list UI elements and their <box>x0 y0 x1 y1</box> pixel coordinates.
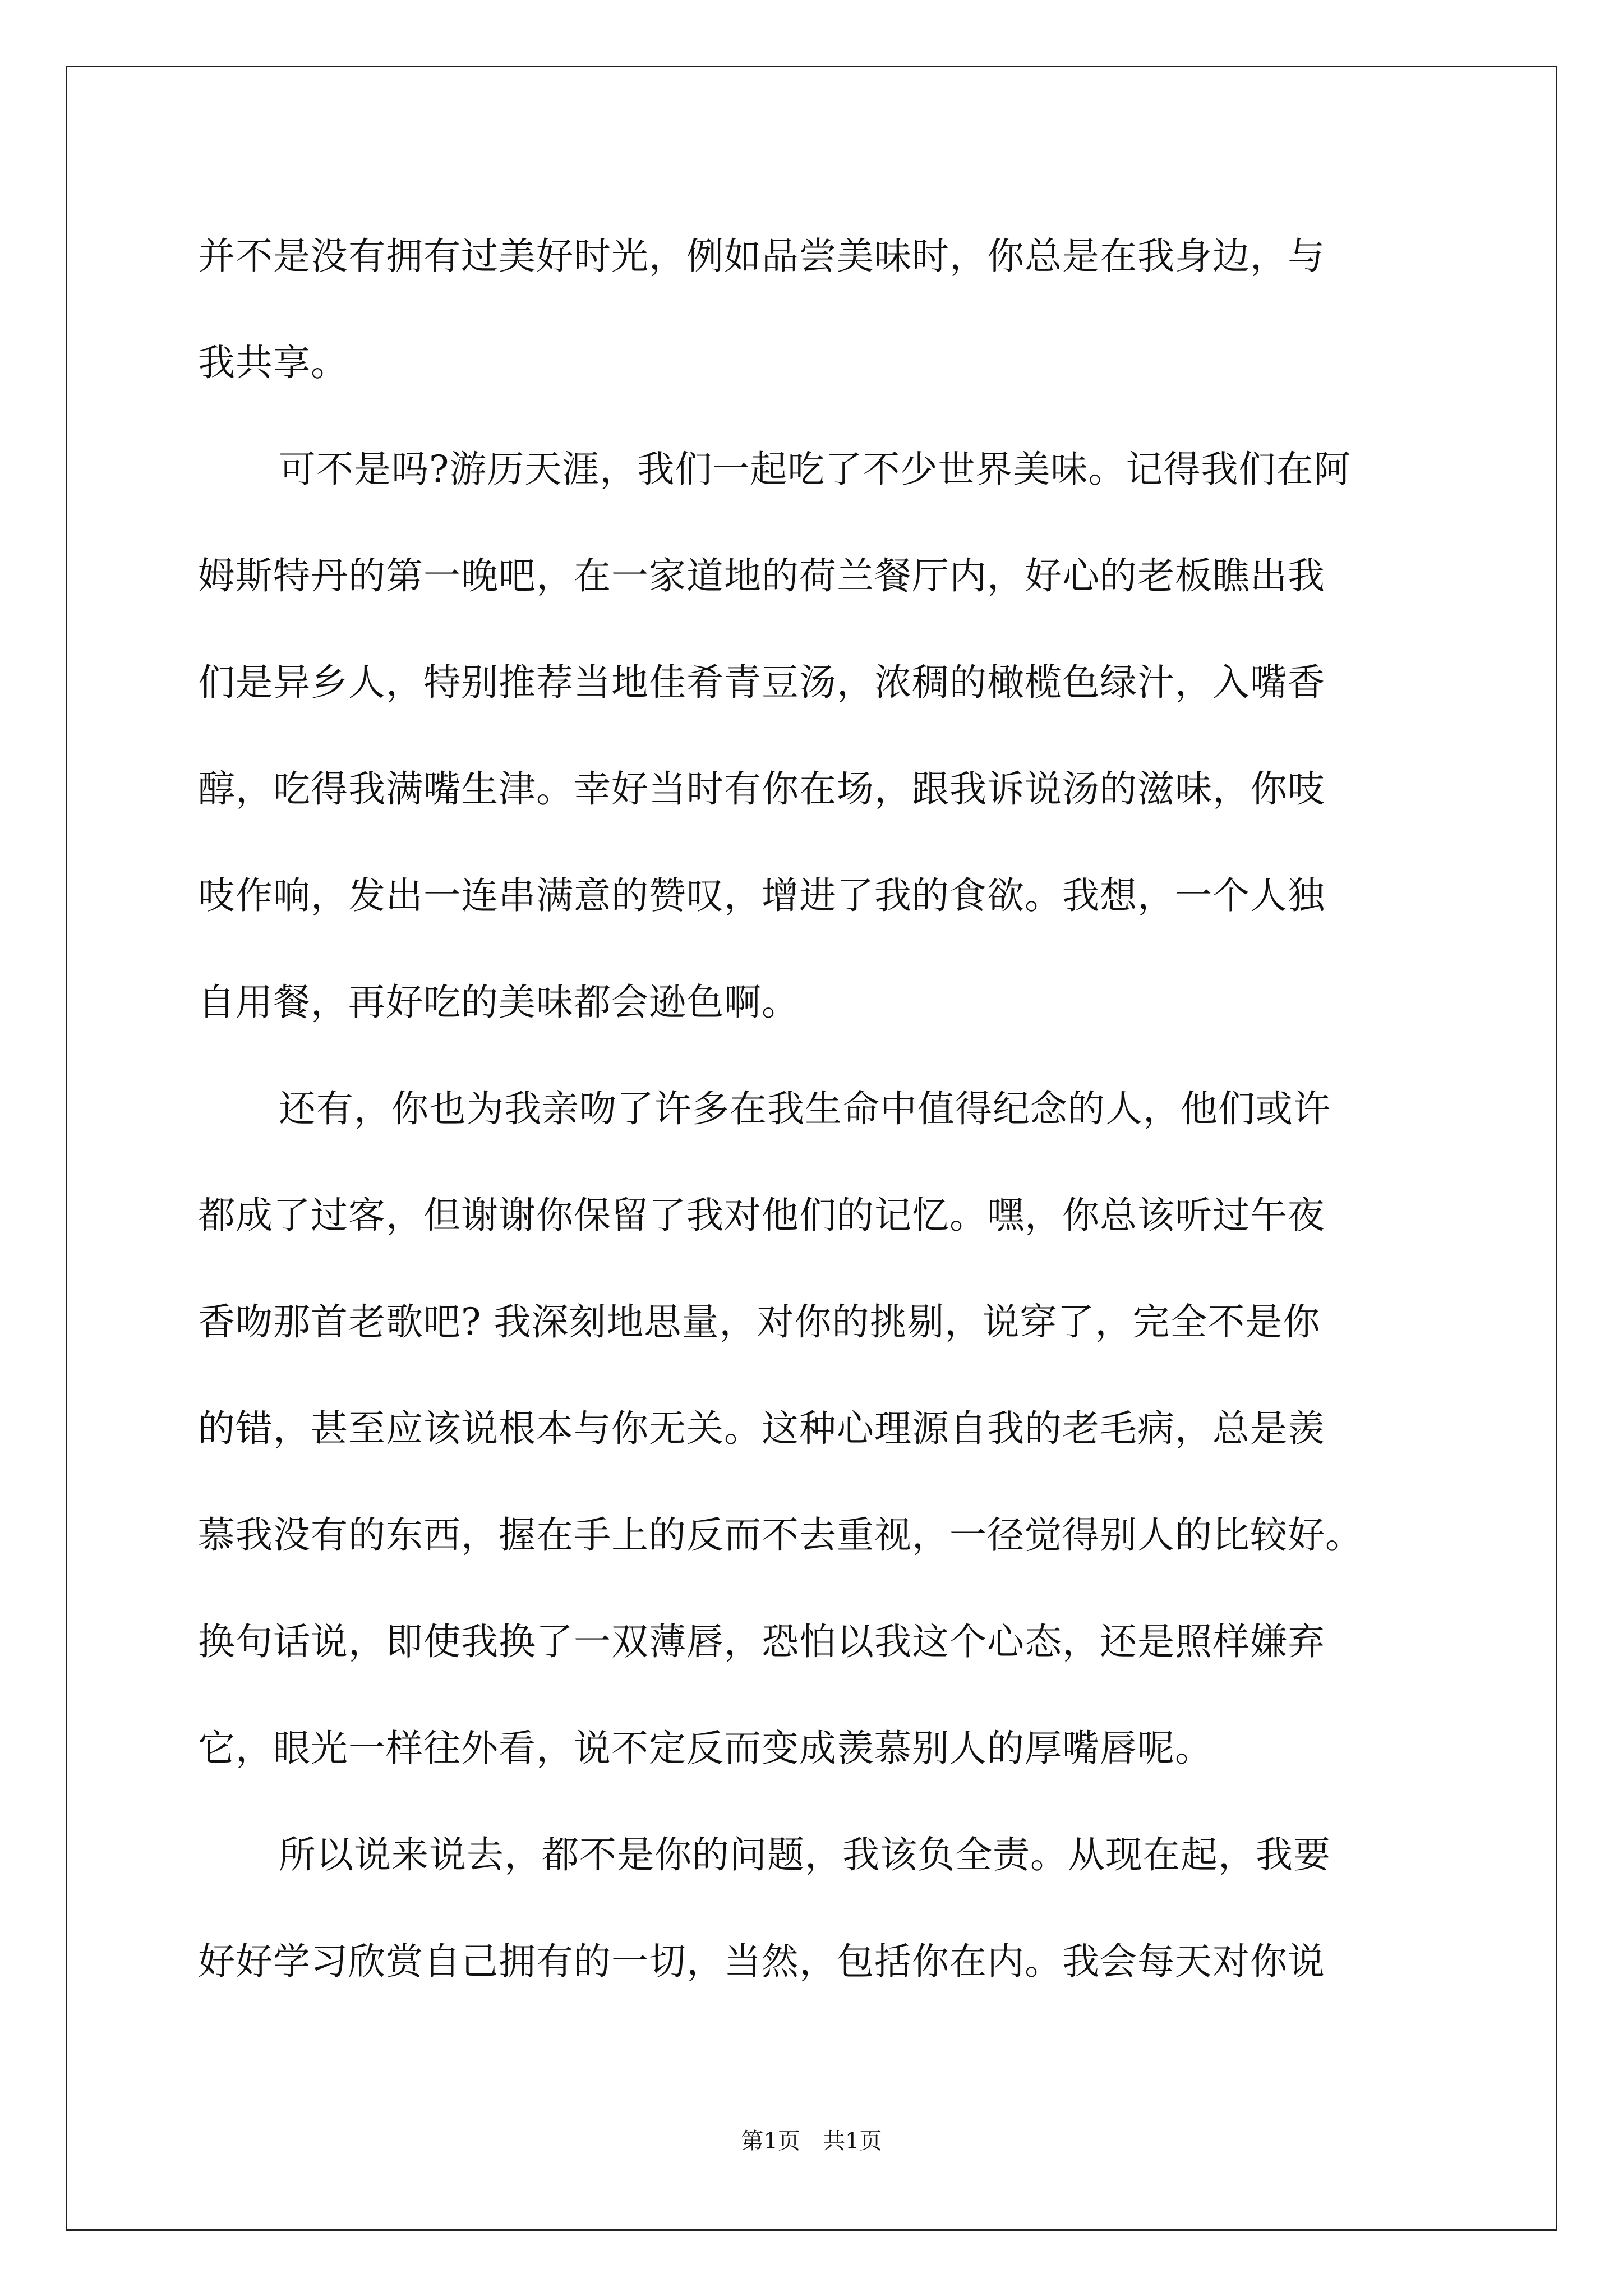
text-line: 换句话说，即使我换了一双薄唇，恐怕以我这个心态，还是照样嫌弃 <box>198 1620 1325 1663</box>
text-line: 还有，你也为我亲吻了许多在我生命中值得纪念的人，他们或许 <box>279 1087 1331 1130</box>
text-line: 所以说来说去，都不是你的问题，我该负全责。从现在起，我要 <box>279 1833 1331 1876</box>
text-line: 醇，吃得我满嘴生津。幸好当时有你在场，跟我诉说汤的滋味，你吱 <box>198 767 1325 811</box>
text-line: 吱作响，发出一连串满意的赞叹，增进了我的食欲。我想，一个人独 <box>198 874 1325 917</box>
text-line: 慕我没有的东西，握在手上的反而不去重视，一径觉得别人的比较好。 <box>198 1513 1363 1557</box>
text-line: 都成了过客，但谢谢你保留了我对他们的记忆。嘿，你总该听过午夜 <box>198 1194 1325 1237</box>
text-line: 可不是吗?游历天涯，我们一起吃了不少世界美味。记得我们在阿 <box>279 448 1352 491</box>
text-line: 我共享。 <box>198 341 348 384</box>
text-line: 香吻那首老歌吧? 我深刻地思量，对你的挑剔，说穿了，完全不是你 <box>198 1300 1321 1343</box>
text-line: 它，眼光一样往外看，说不定反而变成羡慕别人的厚嘴唇呢。 <box>198 1727 1212 1770</box>
text-line: 姆斯特丹的第一晚吧，在一家道地的荷兰餐厅内，好心的老板瞧出我 <box>198 554 1325 597</box>
text-line: 们是异乡人，特别推荐当地佳肴青豆汤，浓稠的橄榄色绿汁，入嘴香 <box>198 661 1325 704</box>
page-number: 第1页 <box>741 2128 800 2154</box>
page-footer <box>0 2124 1623 2158</box>
page-total: 共1页 <box>823 2128 882 2154</box>
text-line: 自用餐，再好吃的美味都会逊色啊。 <box>198 981 799 1024</box>
text-line: 的错，甚至应该说根本与你无关。这种心理源自我的老毛病，总是羡 <box>198 1407 1325 1450</box>
text-line: 并不是没有拥有过美好时光，例如品尝美味时，你总是在我身边，与 <box>198 234 1325 278</box>
document-body <box>198 203 1432 2015</box>
text-line: 好好学习欣赏自己拥有的一切，当然，包括你在内。我会每天对你说 <box>198 1940 1325 1983</box>
